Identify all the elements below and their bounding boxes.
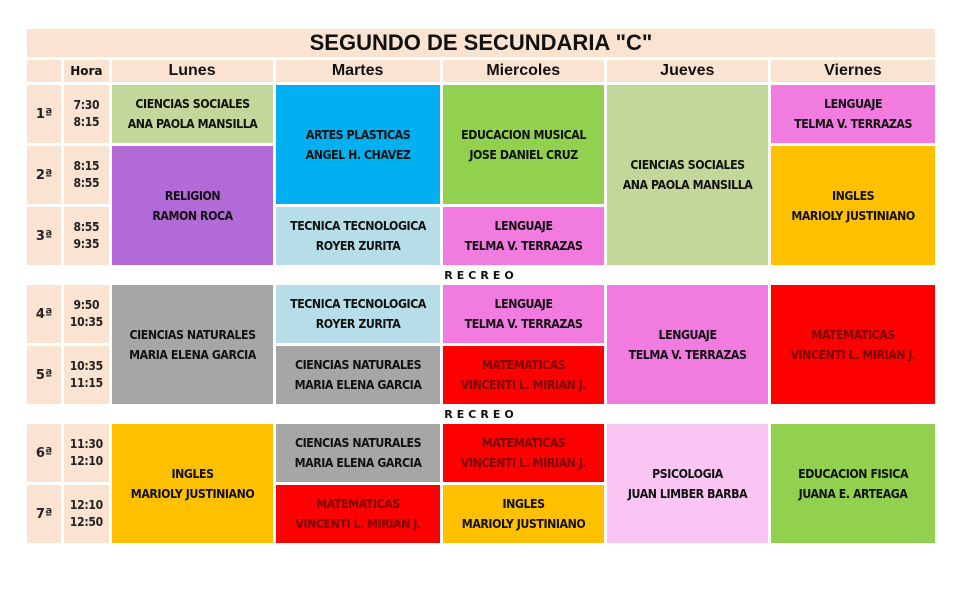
class-cell-miercoles-1: EDUCACION MUSICAL JOSE DANIEL CRUZ bbox=[443, 85, 604, 204]
class-cell-miercoles-5: MATEMATICAS VINCENTI L. MIRIAN J. bbox=[443, 346, 604, 404]
class-cell-lunes-4: CIENCIAS NATURALES MARIA ELENA GARCIA bbox=[112, 285, 273, 404]
period-time: 11:30 12:10 bbox=[64, 424, 108, 482]
header-miercoles: Miercoles bbox=[443, 60, 604, 82]
class-cell-viernes-4: MATEMATICAS VINCENTI L. MIRIAN J. bbox=[771, 285, 935, 404]
class-cell-lunes-1: CIENCIAS SOCIALES ANA PAOLA MANSILLA bbox=[112, 85, 273, 143]
header-jueves: Jueves bbox=[607, 60, 768, 82]
schedule-table bbox=[24, 26, 938, 546]
period-number: 5ª bbox=[27, 346, 61, 404]
recreo-break: RECREO bbox=[27, 268, 935, 282]
period-time: 9:50 10:35 bbox=[64, 285, 108, 343]
header-viernes: Viernes bbox=[771, 60, 935, 82]
class-cell-miercoles-6: MATEMATICAS VINCENTI L. MIRIAN J. bbox=[443, 424, 604, 482]
class-cell-viernes-1: LENGUAJE TELMA V. TERRAZAS bbox=[771, 85, 935, 143]
class-cell-lunes-2: RELIGION RAMON ROCA bbox=[112, 146, 273, 265]
header-hora: Hora bbox=[64, 60, 108, 82]
class-cell-martes-1: ARTES PLASTICAS ANGEL H. CHAVEZ bbox=[276, 85, 440, 204]
page-title: SEGUNDO DE SECUNDARIA "C" bbox=[27, 29, 935, 57]
header-martes: Martes bbox=[276, 60, 440, 82]
period-time: 8:55 9:35 bbox=[64, 207, 108, 265]
class-cell-viernes-2: INGLES MARIOLY JUSTINIANO bbox=[771, 146, 935, 265]
period-time: 10:35 11:15 bbox=[64, 346, 108, 404]
class-cell-miercoles-4: LENGUAJE TELMA V. TERRAZAS bbox=[443, 285, 604, 343]
class-cell-jueves-6: PSICOLOGIA JUAN LIMBER BARBA bbox=[607, 424, 768, 543]
class-cell-viernes-6: EDUCACION FISICA JUANA E. ARTEAGA bbox=[771, 424, 935, 543]
class-cell-jueves-4: LENGUAJE TELMA V. TERRAZAS bbox=[607, 285, 768, 404]
class-cell-martes-5: CIENCIAS NATURALES MARIA ELENA GARCIA bbox=[276, 346, 440, 404]
class-cell-martes-6: CIENCIAS NATURALES MARIA ELENA GARCIA bbox=[276, 424, 440, 482]
class-cell-miercoles-7: INGLES MARIOLY JUSTINIANO bbox=[443, 485, 604, 543]
period-number: 6ª bbox=[27, 424, 61, 482]
period-number: 7ª bbox=[27, 485, 61, 543]
period-number: 1ª bbox=[27, 85, 61, 143]
class-cell-lunes-6: INGLES MARIOLY JUSTINIANO bbox=[112, 424, 273, 543]
class-cell-martes-7: MATEMATICAS VINCENTI L. MIRIAN J. bbox=[276, 485, 440, 543]
period-time: 12:10 12:50 bbox=[64, 485, 108, 543]
period-number: 2ª bbox=[27, 146, 61, 204]
class-cell-martes-4: TECNICA TECNOLOGICA ROYER ZURITA bbox=[276, 285, 440, 343]
schedule-sheet bbox=[24, 26, 938, 580]
period-number: 3ª bbox=[27, 207, 61, 265]
period-time: 7:30 8:15 bbox=[64, 85, 108, 143]
period-time: 8:15 8:55 bbox=[64, 146, 108, 204]
class-cell-jueves-1: CIENCIAS SOCIALES ANA PAOLA MANSILLA bbox=[607, 85, 768, 265]
class-cell-miercoles-3: LENGUAJE TELMA V. TERRAZAS bbox=[443, 207, 604, 265]
period-number: 4ª bbox=[27, 285, 61, 343]
recreo-break: RECREO bbox=[27, 407, 935, 421]
header-lunes: Lunes bbox=[112, 60, 273, 82]
class-cell-martes-3: TECNICA TECNOLOGICA ROYER ZURITA bbox=[276, 207, 440, 265]
header-blank bbox=[27, 60, 61, 82]
